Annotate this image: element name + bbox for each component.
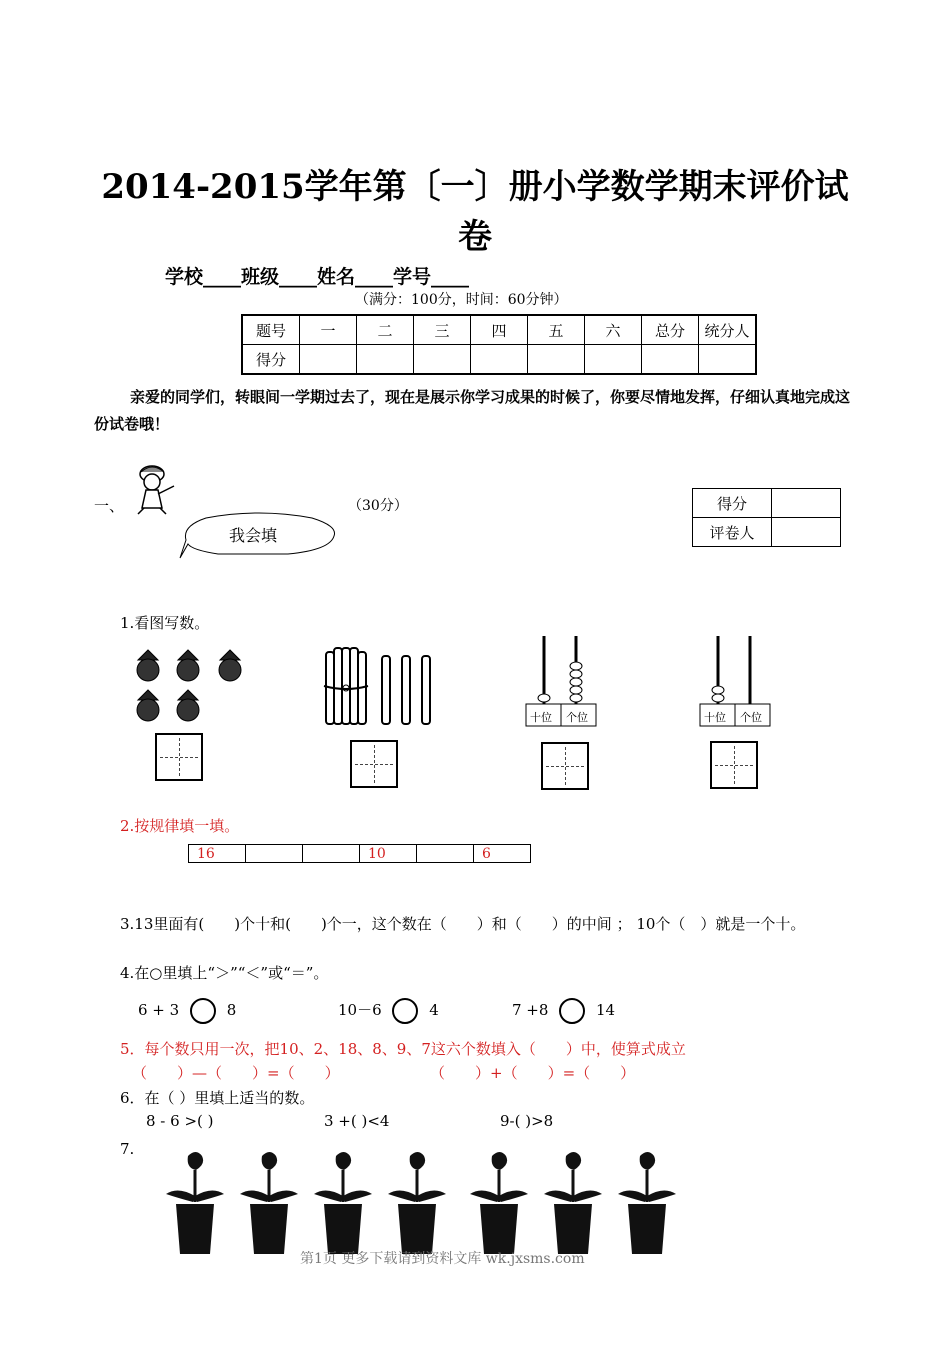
- compare-right: 4: [429, 1001, 439, 1019]
- grade-grader-label: 评卷人: [693, 518, 772, 547]
- score-header-cell: 总分: [642, 315, 699, 345]
- fill-item[interactable]: 9-( )>8: [500, 1112, 554, 1130]
- score-table: [241, 314, 757, 375]
- flower-pots-illustration: [160, 1150, 700, 1258]
- score-header-cell: 五: [528, 315, 585, 345]
- answer-box[interactable]: [710, 741, 758, 789]
- grade-score-label: 得分: [693, 489, 772, 518]
- sequence-blank[interactable]: [246, 845, 303, 863]
- abacus-tens-label: 十位: [530, 711, 552, 724]
- peaches-illustration: [132, 646, 252, 726]
- score-row-label: 得分: [242, 345, 300, 375]
- question-6: 6．在（ ）里填上适当的数。: [120, 1089, 315, 1107]
- score-header-cell: 六: [585, 315, 642, 345]
- answer-box[interactable]: [350, 740, 398, 788]
- score-cell[interactable]: [414, 345, 471, 375]
- compare-left: 7 +8: [512, 1001, 549, 1019]
- compare-circle[interactable]: [559, 998, 585, 1024]
- compare-circle[interactable]: [392, 998, 418, 1024]
- score-header-cell: 统分人: [699, 315, 757, 345]
- abacus-ones-label: 个位: [740, 711, 762, 724]
- answer-box[interactable]: [155, 733, 203, 781]
- score-header-cell: 题号: [242, 315, 300, 345]
- equation-add: （ ）+（ ）=（ ）: [430, 1064, 636, 1082]
- sequence-cell: 6: [474, 845, 531, 863]
- sequence-table: [188, 844, 531, 863]
- page-title: 2014-2015学年第〔一〕册小学数学期末评价试: [101, 167, 849, 207]
- compare-right: 14: [596, 1001, 616, 1019]
- grade-table: [692, 488, 841, 547]
- bubble-text: 我会填: [229, 526, 278, 545]
- equation-subtract: （ ）—（ ）=（ ）: [132, 1064, 340, 1082]
- question-3: 3.13里面有( )个十和( )个一，这个数在（ ）和（ ）的中间 ； 10个（ ）就是一个十。: [120, 915, 806, 933]
- section-number: 一、: [94, 497, 125, 515]
- compare-left: 6 + 3: [138, 1001, 180, 1019]
- page-footer: 第1页 更多下载请到资料文库 wk.jxsms.com: [300, 1251, 585, 1267]
- question-1: 1.看图写数。: [120, 614, 210, 632]
- question-7: 7.: [120, 1140, 135, 1158]
- score-cell[interactable]: [585, 345, 642, 375]
- intro-paragraph: 亲爱的同学们，转眼间一学期过去了，现在是展示你学习成果的时候了，你要尽情地发挥，仔细认真地完成这份试卷哦！: [94, 388, 851, 433]
- score-cell[interactable]: [300, 345, 357, 375]
- sequence-cell: 10: [360, 845, 417, 863]
- sequence-cell: 16: [189, 845, 246, 863]
- score-cell[interactable]: [699, 345, 757, 375]
- score-cell[interactable]: [357, 345, 414, 375]
- sticks-bundle-illustration: [322, 644, 436, 728]
- abacus-ones-label: 个位: [566, 711, 588, 724]
- score-header-cell: 四: [471, 315, 528, 345]
- score-header-cell: 二: [357, 315, 414, 345]
- answer-box[interactable]: [541, 742, 589, 790]
- exam-info: （满分：100分，时间：60分钟）: [355, 292, 568, 308]
- question-2: 2.按规律填一填。: [120, 817, 240, 835]
- score-cell[interactable]: [471, 345, 528, 375]
- mascot-illustration: [128, 460, 180, 518]
- compare-item: [138, 998, 236, 1024]
- sequence-blank[interactable]: [303, 845, 360, 863]
- grade-score-cell[interactable]: [772, 489, 841, 518]
- question-5: 5．每个数只用一次，把10、2、18、8、9、7这六个数填入（ ）中，使算式成立: [120, 1040, 686, 1058]
- compare-left: 10－6: [338, 1001, 382, 1019]
- compare-item: [338, 998, 439, 1024]
- score-table-score-row: [242, 345, 756, 375]
- student-info-line: 学校____班级____姓名____学号____: [165, 266, 470, 288]
- score-cell[interactable]: [528, 345, 585, 375]
- section-points: （30分）: [348, 498, 408, 514]
- abacus-tens-label: 十位: [704, 711, 726, 724]
- compare-item: [512, 998, 615, 1024]
- question-4: 4.在○里填上“＞”“＜”或“＝”。: [120, 964, 329, 982]
- score-table-header-row: [242, 315, 756, 345]
- score-header-cell: 一: [300, 315, 357, 345]
- compare-right: 8: [226, 1001, 237, 1019]
- sequence-blank[interactable]: [417, 845, 474, 863]
- compare-circle[interactable]: [190, 998, 216, 1024]
- score-header-cell: 三: [414, 315, 471, 345]
- score-cell[interactable]: [642, 345, 699, 375]
- page-title-continued: 卷: [458, 217, 492, 257]
- grade-grader-cell[interactable]: [772, 518, 841, 547]
- fill-item[interactable]: 3 +( )<4: [324, 1112, 390, 1130]
- fill-item[interactable]: 8 - 6 >( ): [146, 1112, 214, 1130]
